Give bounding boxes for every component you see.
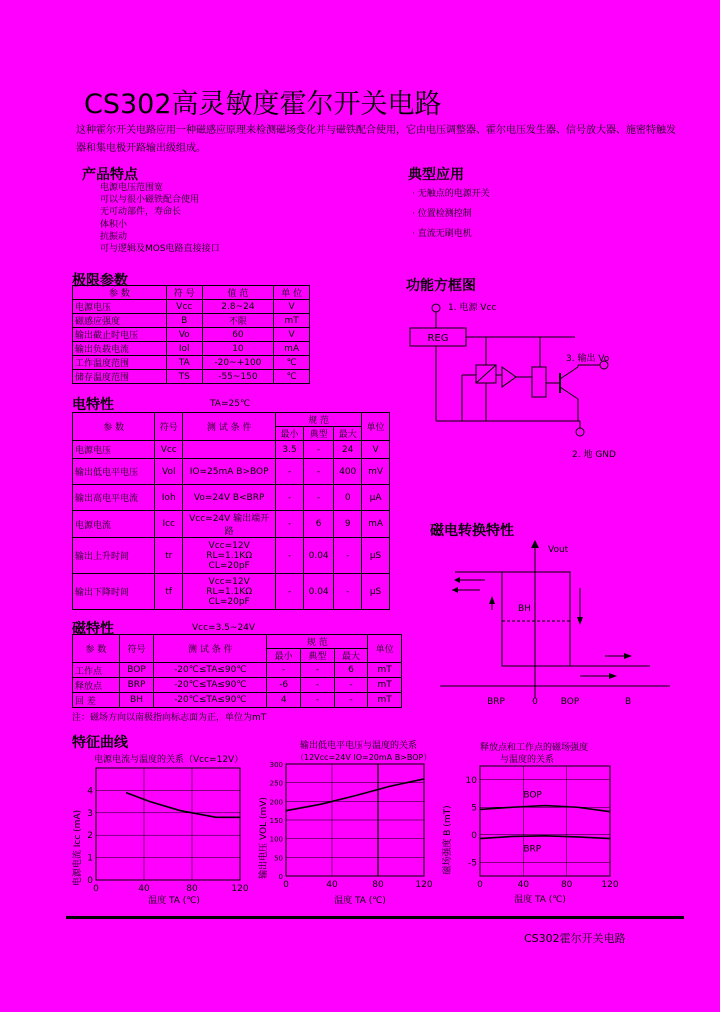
header-cell: 最小 [267, 649, 301, 663]
chart-xlabel: 温度 TA (℃) [334, 896, 386, 906]
electrical-heading: 电特性 [72, 397, 114, 413]
chart-magnetic-points [440, 740, 620, 910]
x-tick-label: 0 [477, 880, 483, 890]
chart-plot-area [466, 766, 619, 890]
gnd-label: 2. 地 GND [572, 450, 616, 460]
series-line-BRP [480, 836, 610, 839]
table-cell: Vo [166, 328, 202, 342]
header-cell: 规 范 [267, 635, 368, 649]
brp-label: BRP [487, 697, 505, 707]
magnetic-condition: Vcc=3.5~24V [192, 623, 256, 633]
table-cell: 电源电流 [73, 511, 155, 538]
chart-plot-area [270, 761, 433, 890]
bh-label: BH [518, 604, 531, 614]
table-row [73, 538, 390, 574]
table-cell: 电源电压 [73, 300, 167, 314]
header-cell: 测 试 条 件 [154, 635, 267, 663]
features-list [100, 182, 220, 255]
header-cell: 符号 [119, 635, 153, 663]
series-label-bop: BOP [523, 790, 542, 801]
table-cell: 3.5 [276, 441, 304, 459]
table-cell: - [301, 678, 335, 693]
series-label-brp: BRP [523, 844, 542, 855]
series-line-BOP [480, 806, 610, 812]
gnd-pin [576, 428, 584, 436]
list-item: 可与逻辑及MOS电路直接接口 [100, 243, 220, 254]
table-row [73, 459, 390, 485]
table-row [73, 678, 402, 693]
table-cell: μS [362, 574, 390, 610]
x-tick-label: 80 [372, 880, 384, 890]
table-cell: 10 [202, 342, 274, 356]
table-cell: Iol [166, 342, 202, 356]
y-tick-label: 200 [269, 798, 283, 807]
table-cell: 6 [334, 663, 368, 678]
table-cell: ℃ [274, 356, 310, 370]
header-cell: 符 号 [166, 286, 202, 300]
table-cell: ℃ [274, 370, 310, 384]
table-cell: Vcc=24V 输出端开路 [183, 511, 276, 538]
b-label: B [625, 697, 632, 707]
hysteresis-upper [455, 572, 650, 666]
table-cell: Ioh [155, 485, 183, 511]
list-item: 体积小 [100, 219, 128, 230]
applications-list [412, 184, 490, 244]
table-header-row [73, 413, 390, 427]
y-tick-label: 4 [87, 786, 93, 797]
features-heading: 产品特点 [82, 167, 138, 183]
table-cell: mT [368, 678, 402, 693]
table-cell: 输出上升时间 [73, 538, 155, 574]
table-cell: - [276, 574, 304, 610]
x-tick-label: 0 [283, 880, 289, 890]
schmitt-trigger [532, 367, 546, 397]
table-row [73, 441, 390, 459]
header-cell: 规 范 [276, 413, 362, 427]
table-cell: Vcc=12V RL=1.1KΩ CL=20pF [183, 574, 276, 610]
table-cell: 0.04 [303, 538, 333, 574]
chart-supply-current [64, 748, 254, 908]
table-cell: 2.8~24 [202, 300, 274, 314]
table-cell: BH [119, 693, 153, 708]
table-cell: mV [362, 459, 390, 485]
table-cell: 6 [303, 511, 333, 538]
table-cell: 输出截止时电压 [73, 328, 167, 342]
transfer-diagram [430, 538, 680, 710]
table-cell: - [301, 663, 335, 678]
table-cell: BRP [119, 678, 153, 693]
x-tick-label: 40 [326, 880, 338, 890]
table-cell: V [274, 328, 310, 342]
table-row [73, 314, 310, 328]
table-cell: TS [166, 370, 202, 384]
x-tick-label: 80 [560, 880, 573, 890]
y-tick-label: 3 [87, 808, 93, 819]
table-cell: 储存温度范围 [73, 370, 167, 384]
table-cell: 60 [202, 328, 274, 342]
table-cell: Icc [155, 511, 183, 538]
table-cell: 输出负载电流 [73, 342, 167, 356]
table-cell: 工作点 [73, 663, 120, 678]
x-tick-label: 120 [415, 880, 433, 890]
intro-paragraph: 这种霍尔开关电路应用一种磁感应原理来检测磁场变化并与磁铁配合使用，它由电压调整器、霍尔电压发生器、信号放大器、施密特触发器和集电极开路输出级组成。 [76, 125, 676, 154]
table-cell: 输出高电平电流 [73, 485, 155, 511]
table-cell: mT [368, 693, 402, 708]
header-cell: 参 数 [73, 413, 155, 441]
table-cell: -20℃≤TA≤90℃ [154, 663, 267, 678]
y-tick-label: -5 [468, 858, 477, 869]
list-item: · 位置检测控制 [412, 209, 472, 219]
magnetic-note: 注：磁场方向以南极指向标志面为正，单位为mT [72, 713, 267, 723]
table-cell: Vcc=12V RL=1.1KΩ CL=20pF [183, 538, 276, 574]
y-tick-label: 0 [278, 873, 283, 881]
vcc-label: 1. 电源 Vcc [448, 303, 497, 313]
y-tick-label: 0 [471, 830, 477, 841]
table-cell: B [166, 314, 202, 328]
magnetic-table [72, 634, 402, 708]
header-cell: 测 试 条 件 [183, 413, 276, 441]
curves-heading: 特征曲线 [72, 735, 128, 751]
list-item: 可以与很小磁铁配合使用 [100, 195, 200, 206]
out-label: 3. 输出 Vo [566, 354, 610, 364]
header-cell: 典型 [303, 427, 333, 441]
table-cell: 回 差 [73, 693, 120, 708]
chart-output-voltage [250, 738, 440, 908]
header-cell: 最大 [334, 649, 368, 663]
electrical-condition: TA=25℃ [210, 399, 251, 409]
table-cell: 电源电压 [73, 441, 155, 459]
table-cell: IO=25mA B>BOP [183, 459, 276, 485]
limits-heading: 极限参数 [72, 273, 128, 289]
table-header-row [73, 635, 402, 649]
table-cell [183, 441, 276, 459]
table-cell: TA [166, 356, 202, 370]
table-cell: Vol [155, 459, 183, 485]
list-item: · 无触点的电源开关 [412, 189, 490, 199]
table-row [73, 574, 390, 610]
x-tick-label: 80 [186, 884, 198, 894]
list-item: 无可动部件，寿命长 [100, 207, 182, 218]
table-cell: 0.04 [303, 574, 333, 610]
y-tick-label: 10 [465, 775, 477, 786]
table-row [73, 300, 310, 314]
table-cell: - [334, 678, 368, 693]
header-cell: 值 范 [202, 286, 274, 300]
table-cell: - [303, 485, 333, 511]
y-tick-label: 300 [269, 761, 283, 769]
table-cell: - [301, 693, 335, 708]
chart-title: 释放点和工作点的磁场强度 [480, 743, 589, 753]
chart-subtitle: （12Vcc=24V IO=20mA B>BOP） [296, 753, 432, 762]
table-cell: -20℃≤TA≤90℃ [154, 678, 267, 693]
plot-frame [96, 768, 240, 880]
x-tick-label: 120 [601, 880, 619, 890]
chart-subtitle: 与温度的关系 [500, 755, 555, 765]
x-tick-label: 40 [517, 880, 530, 890]
plot-frame [480, 766, 610, 876]
table-header-row [73, 286, 310, 300]
table-cell: -20℃≤TA≤90℃ [154, 693, 267, 708]
table-row [73, 328, 310, 342]
page-title: CS302高灵敏度霍尔开关电路 [84, 89, 442, 120]
table-cell: - [267, 663, 301, 678]
table-row [73, 356, 310, 370]
table-cell: 工作温度范围 [73, 356, 167, 370]
footer-rule [66, 916, 684, 919]
table-cell: - [276, 485, 304, 511]
y-tick-label: 250 [269, 779, 283, 788]
table-cell: -20~+100 [202, 356, 274, 370]
table-cell: - [303, 459, 333, 485]
reg-label: REG [427, 333, 449, 344]
table-cell: - [303, 441, 333, 459]
chart-ylabel: 电源电流 Icc (mA) [73, 809, 83, 887]
x-tick-label: 40 [138, 884, 150, 894]
table-cell: 不限 [202, 314, 274, 328]
chart-title: 电源电流与温度的关系（Vcc=12V） [94, 755, 244, 765]
table-cell: 0 [334, 485, 362, 511]
table-cell: mT [368, 663, 402, 678]
y-tick-label: 100 [269, 835, 283, 844]
list-item: 电源电压范围宽 [100, 183, 164, 193]
table-cell: - [334, 693, 368, 708]
y-tick-label: 50 [274, 854, 283, 863]
bop-label: BOP [560, 697, 580, 707]
chart-title: 输出低电平电压与温度的关系 [300, 741, 418, 751]
table-cell: mA [362, 511, 390, 538]
table-cell: - [334, 574, 362, 610]
header-cell: 参 数 [73, 635, 120, 663]
header-cell: 典型 [301, 649, 335, 663]
table-cell: tr [155, 538, 183, 574]
applications-heading: 典型应用 [408, 167, 464, 183]
y-tick-label: 5 [471, 803, 477, 814]
table-cell: mT [274, 314, 310, 328]
magnetic-heading: 磁特性 [72, 621, 114, 637]
table-cell: - [276, 511, 304, 538]
table-cell: V [274, 300, 310, 314]
x-tick-label: 120 [231, 884, 249, 894]
table-cell: V [362, 441, 390, 459]
table-row [73, 511, 390, 538]
table-cell: mA [274, 342, 310, 356]
header-cell: 单位 [362, 413, 390, 441]
table-cell: - [276, 538, 304, 574]
y-tick-label: 1 [87, 853, 93, 864]
header-cell: 单 位 [274, 286, 310, 300]
footer-text: CS302霍尔开关电路 [524, 932, 626, 945]
chart-ylabel: 磁场强度 B (mT) [443, 805, 453, 875]
table-cell: 释放点 [73, 678, 120, 693]
x-tick-label: 0 [93, 884, 99, 894]
table-cell: -55~150 [202, 370, 274, 384]
table-cell: 输出低电平电压 [73, 459, 155, 485]
limits-table [72, 285, 310, 384]
table-cell: 24 [334, 441, 362, 459]
chart-plot-area [87, 768, 249, 894]
table-cell: μA [362, 485, 390, 511]
header-cell: 单位 [368, 635, 402, 663]
block-diagram [400, 295, 620, 465]
table-cell: BOP [119, 663, 153, 678]
chart-xlabel: 温度 TA (℃) [148, 896, 200, 906]
table-cell: 400 [334, 459, 362, 485]
table-cell: Vo=24V B<BRP [183, 485, 276, 511]
zero-label: 0 [532, 697, 538, 707]
table-cell: 磁感应强度 [73, 314, 167, 328]
header-cell: 最小 [276, 427, 304, 441]
table-row [73, 485, 390, 511]
y-tick-label: 0 [87, 876, 93, 886]
y-tick-label: 150 [269, 817, 283, 825]
header-cell: 符号 [155, 413, 183, 441]
chart-xlabel: 温度 TA (℃) [514, 895, 566, 905]
hysteresis-lower [502, 572, 570, 666]
table-cell: - [334, 538, 362, 574]
table-row [73, 693, 402, 708]
table-row [73, 370, 310, 384]
vcc-pin [432, 304, 440, 312]
header-cell: 最大 [334, 427, 362, 441]
table-cell: Vcc [166, 300, 202, 314]
table-cell: 4 [267, 693, 301, 708]
table-cell: Vcc [155, 441, 183, 459]
electrical-table [72, 412, 390, 610]
header-cell: 参 数 [73, 286, 167, 300]
table-row [73, 342, 310, 356]
table-cell: 9 [334, 511, 362, 538]
y-tick-label: 2 [87, 831, 93, 842]
list-item: · 直流无刷电机 [412, 229, 472, 239]
amplifier-symbol [502, 367, 516, 387]
table-cell: - [276, 459, 304, 485]
series-line-Icc [126, 793, 240, 818]
table-cell: -6 [267, 678, 301, 693]
chart-ylabel: 输出电压 VOL (mV) [259, 797, 269, 879]
transfer-heading: 磁电转换特性 [430, 523, 514, 539]
table-cell: μS [362, 538, 390, 574]
table-cell: 输出下降时间 [73, 574, 155, 610]
list-item: 抗振动 [100, 231, 128, 242]
table-cell: tf [155, 574, 183, 610]
vout-label: Vout [548, 545, 569, 555]
series-line-VOL [286, 779, 424, 811]
table-row [73, 663, 402, 678]
block-diagram-heading: 功能方框图 [406, 278, 476, 294]
